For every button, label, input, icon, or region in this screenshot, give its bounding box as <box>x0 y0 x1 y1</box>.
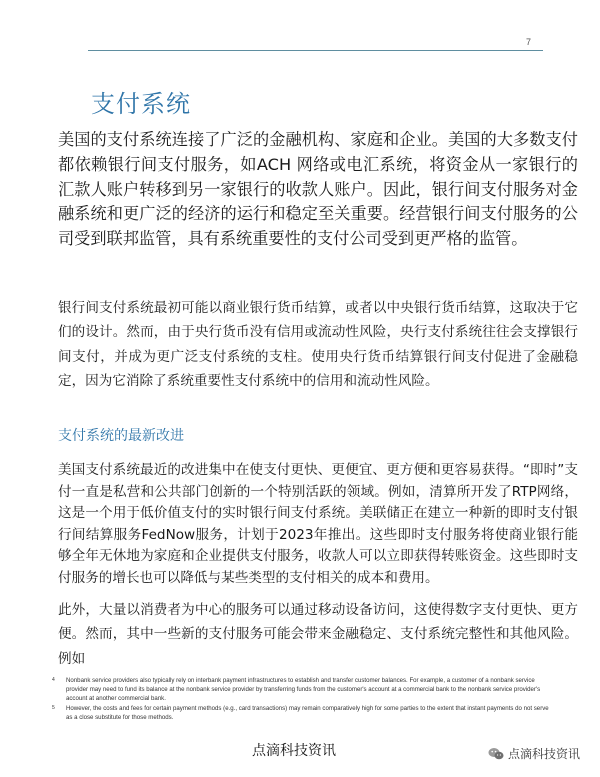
paragraph-instant-payments: 美国支付系统最近的改进集中在使支付更快、更便宜、更方便和更容易获得。“即时”支付一直是私营和公共部门创新的一个特别活跃的领域。例如，清算所开发了RTP网络，这是一个用于低价值支付的实时银行间支付系统。美联储正在建立一种新的即时支付银行间结算服务FedNow服务，计划于2023年推出。这些即时支付服务将使商业银行能够全年无休地为家庭和企业提供支付服务，收款人可以立即获得转账资金。这些即时支付服务的增长也可以降低与某些类型的支付相关的成本和费用。 <box>58 462 578 586</box>
page-number: 7 <box>526 37 532 47</box>
watermark-text: 点滴科技资讯 <box>508 747 581 761</box>
footnote-marker: 4 <box>52 677 55 683</box>
lead-paragraph: 美国的支付系统连接了广泛的金融机构、家庭和企业。美国的大多数支付都依赖银行间支付服务，如ACH 网络或电汇系统，将资金从一家银行的汇款人账户转移到另一家银行的收款人账户。因此，银行间支付服务对金融系统和更广泛的经济的运行和稳定至关重要。经营银行间支付服务的公司受到联邦监管，具有系统重要性的支付公司受到更严格的监管。 <box>58 130 578 249</box>
paragraph-settlement: 银行间支付系统最初可能以商业银行货币结算，或者以中央银行货币结算，这取决于它们的设计。然而，由于央行货币没有信用或流动性风险，央行支付系统往往会支撑银行间支付，并成为更广泛支付系统的支柱。使用央行货币结算银行间支付促进了金融稳定，因为它消除了系统重要性支付系统中的信用和流动性风险。 <box>58 300 578 390</box>
paragraph-consumer-services: 此外，大量以消费者为中心的服务可以通过移动设备访问，这使得数字支付更快、更方便。然而，其中一些新的支付服务可能会带来金融稳定、支付系统完整性和其他风险。例如 <box>58 602 578 667</box>
footnote-text: Nonbank service providers also typically rely on interbank payment infrastructures to establish and transfer customer balances. For example, a customer of a nonbank service provider may need to fund its balance at the nonbank service provider by transferring funds from the customer's account at a commercial bank to the nonbank service provider's account at another commercial bank. <box>66 677 541 702</box>
subheading-recent-improvements: 支付系统的最新改进 <box>58 428 184 444</box>
header-rule <box>88 50 543 51</box>
footnote-text: However, the costs and fees for certain payment methods (e.g., card transactions) may remain comparatively high for some parties to the extent that instant payments do not serve as a close substitute for those methods. <box>66 705 549 721</box>
wechat-icon <box>488 747 504 761</box>
footnote <box>52 704 552 722</box>
footnotes <box>52 676 552 723</box>
footnote-marker: 5 <box>52 705 55 711</box>
footer-text: 点滴科技资讯 <box>252 743 336 759</box>
watermark <box>488 745 580 762</box>
footnote <box>52 676 552 703</box>
section-title: 支付系统 <box>91 90 191 118</box>
